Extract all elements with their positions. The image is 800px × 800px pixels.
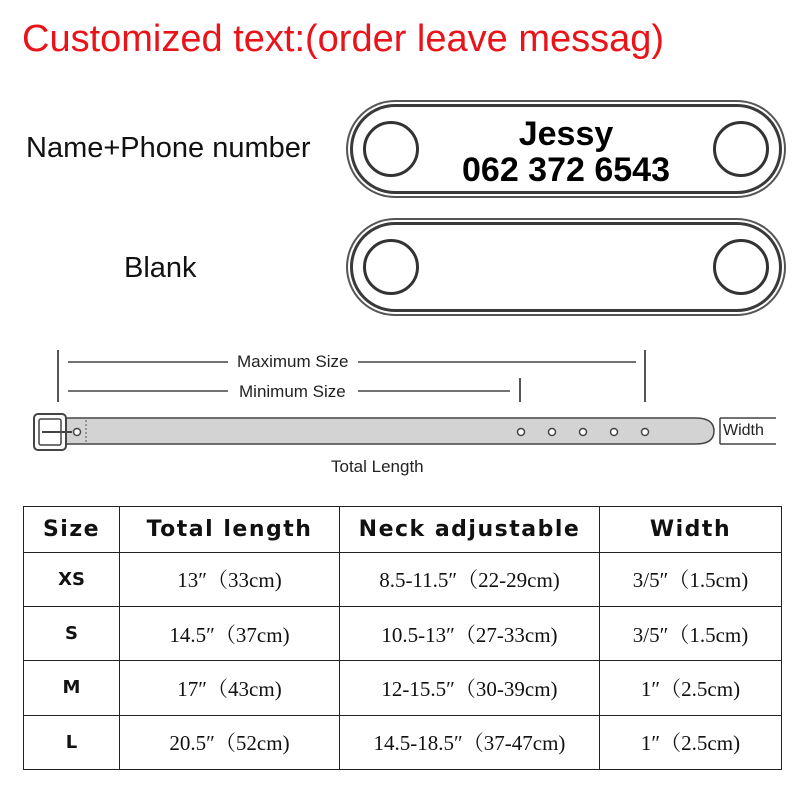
width-label: Width	[723, 422, 764, 439]
cell-total-length: 17″（43cm)	[120, 661, 340, 715]
cell-size: XS	[24, 552, 120, 606]
tag-name-text: Jessy	[518, 115, 614, 153]
min-size-label: Minimum Size	[233, 382, 352, 402]
strap-hole	[642, 429, 649, 436]
tag-hole-left	[363, 239, 419, 295]
cell-size: M	[24, 661, 120, 715]
option-label-blank: Blank	[124, 252, 197, 284]
cell-size: L	[24, 715, 120, 769]
cell-width: 1″（2.5cm)	[600, 661, 782, 715]
size-table	[23, 506, 782, 770]
belt-diagram	[0, 338, 800, 488]
page-title: Customized text:(order leave messag)	[22, 18, 665, 60]
cell-size: S	[24, 606, 120, 660]
total-length-label: Total Length	[325, 457, 430, 477]
cell-neck-adjustable: 14.5-18.5″（37-47cm)	[340, 715, 600, 769]
cell-width: 3/5″（1.5cm)	[600, 552, 782, 606]
cell-neck-adjustable: 10.5-13″（27-33cm)	[340, 606, 600, 660]
cell-total-length: 20.5″（52cm)	[120, 715, 340, 769]
tag-phone-text: 062 372 6543	[462, 151, 670, 189]
tag-hole-right	[713, 239, 769, 295]
header-width: Width	[600, 507, 782, 553]
max-size-label: Maximum Size	[231, 352, 354, 372]
tag-preview-blank	[350, 222, 782, 312]
table-row	[24, 715, 782, 769]
buckle-rivet	[74, 429, 81, 436]
cell-neck-adjustable: 8.5-11.5″（22-29cm)	[340, 552, 600, 606]
cell-neck-adjustable: 12-15.5″（30-39cm)	[340, 661, 600, 715]
strap-hole	[611, 429, 618, 436]
option-label-name-phone: Name+Phone number	[26, 132, 311, 164]
header-size: Size	[24, 507, 120, 553]
header-neck-adjustable: Neck adjustable	[340, 507, 600, 553]
cell-width: 1″（2.5cm)	[600, 715, 782, 769]
cell-total-length: 14.5″（37cm)	[120, 606, 340, 660]
strap-hole	[549, 429, 556, 436]
strap-hole	[518, 429, 525, 436]
tag-preview-name-phone	[350, 104, 782, 194]
table-row	[24, 552, 782, 606]
header-total-length: Total length	[120, 507, 340, 553]
cell-width: 3/5″（1.5cm)	[600, 606, 782, 660]
strap-hole	[580, 429, 587, 436]
table-row	[24, 661, 782, 715]
table-row	[24, 606, 782, 660]
table-header-row	[24, 507, 782, 553]
cell-total-length: 13″（33cm)	[120, 552, 340, 606]
